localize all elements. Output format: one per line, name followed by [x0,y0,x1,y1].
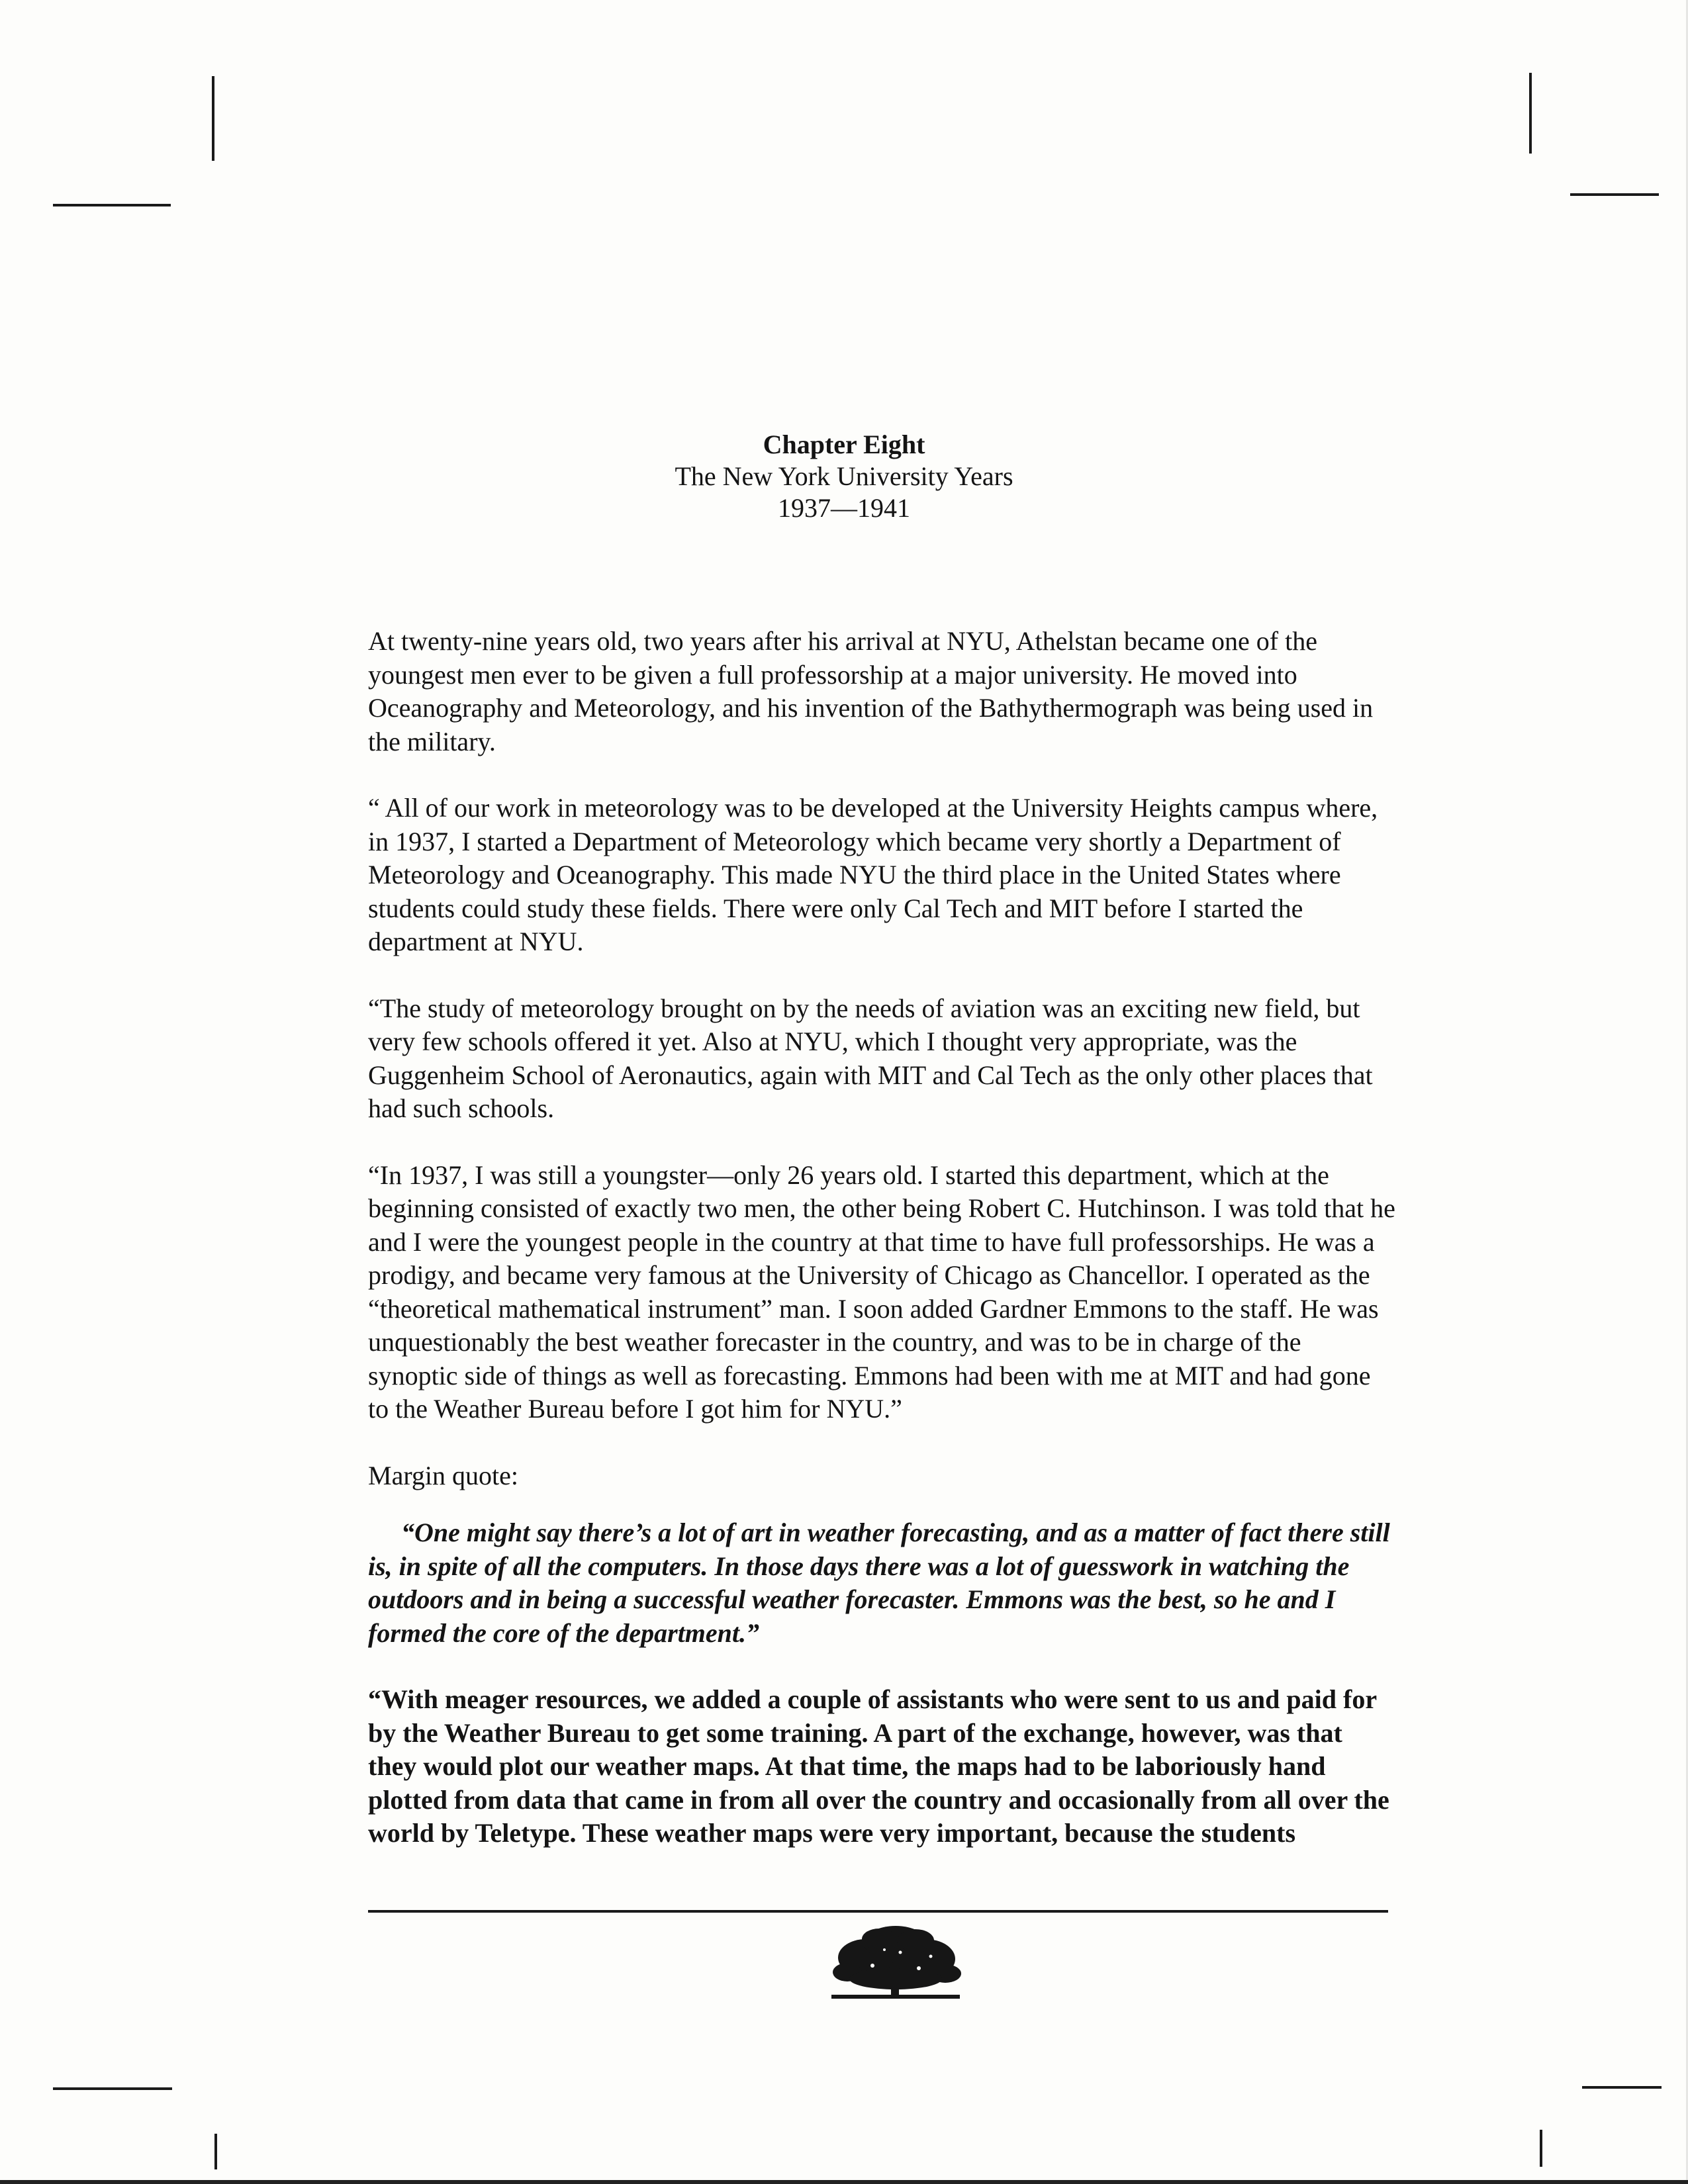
crop-mark-top-left-horizontal [53,204,171,206]
crop-mark-bottom-right-horizontal [1582,2086,1662,2089]
crop-mark-top-right-horizontal [1570,193,1659,196]
chapter-years: 1937—1941 [778,493,910,523]
margin-quote: “One might say there’s a lot of art in weather forecasting, and as a matter of fact there still is, in spite of all the computers. In those days there was a lot of guesswork in watching the outdoors and in being a successful weather forecaster. Emmons was the best, so he and I formed the core of the department.” [368,1518,1390,1648]
crop-mark-top-right-vertical [1529,73,1532,154]
crop-mark-top-left-vertical [212,76,214,161]
chapter-label: Chapter Eight [763,430,925,459]
paragraph: “The study of meteorology brought on by the needs of aviation was an exciting new field, but very few schools offered it yet. Also at NYU, which I thought very appropriate, was the Guggenheim School of Aeronautics, again with MIT and Cal Tech as the only other places that had such schools. [368,993,1373,1123]
scan-edge-bottom [0,2180,1688,2184]
paragraph: “ All of our work in meteorology was to be developed at the University Heights campus where, in 1937, I started a Department of Meteorology which became very shortly a Department of Meteorology and Oceanography. This made NYU the third place in the United States where students could study these fields. There were only Cal Tech and MIT before I started the department at NYU. [368,793,1378,956]
paragraph: “With meager resources, we added a couple of assistants who were sent to us and paid for by the Weather Bureau to get some training. A part of the exchange, however, was that they would plot our weather maps. At that time, the maps had to be laboriously hand plotted from data that came in from all over the country and occasionally from all over the world by Teletype. These weather maps were very important, because the students [368,1684,1389,1848]
footer-rule [368,1910,1388,1913]
paragraph: At twenty-nine years old, two years after his arrival at NYU, Athelstan became one of the youngest men ever to be given a full professorship at a major university. He moved into Oceanography and Meteorology, and his invention of the Bathythermograph was being used in the military. [368,626,1374,756]
crop-mark-bottom-left-vertical [214,2134,217,2169]
body-text [368,625,1397,1884]
crop-mark-bottom-right-vertical [1540,2130,1542,2167]
chapter-title: The New York University Years [675,461,1013,491]
paragraph: “In 1937, I was still a youngster—only 26 years old. I started this department, which at the beginning consisted of exactly two men, the other being Robert C. Hutchinson. I was told that he and I were the youngest people in the country at that time to have full professorships. He was a prodigy, and became very famous at the University of Chicago as Chancellor. I operated as the “theoretical mathematical instrument” man. I soon added Gardner Emmons to the staff. He was unquestionably the best weather forecaster in the country, and was to be in charge of the synoptic side of things as well as forecasting. Emmons had been with me at MIT and had gone to the Weather Bureau before I got him for NYU.” [368,1160,1395,1424]
margin-quote-label: Margin quote: [368,1460,519,1490]
tree-icon [826,1919,965,2005]
chapter-header [0,429,1688,524]
crop-mark-bottom-left-horizontal [53,2087,172,2090]
